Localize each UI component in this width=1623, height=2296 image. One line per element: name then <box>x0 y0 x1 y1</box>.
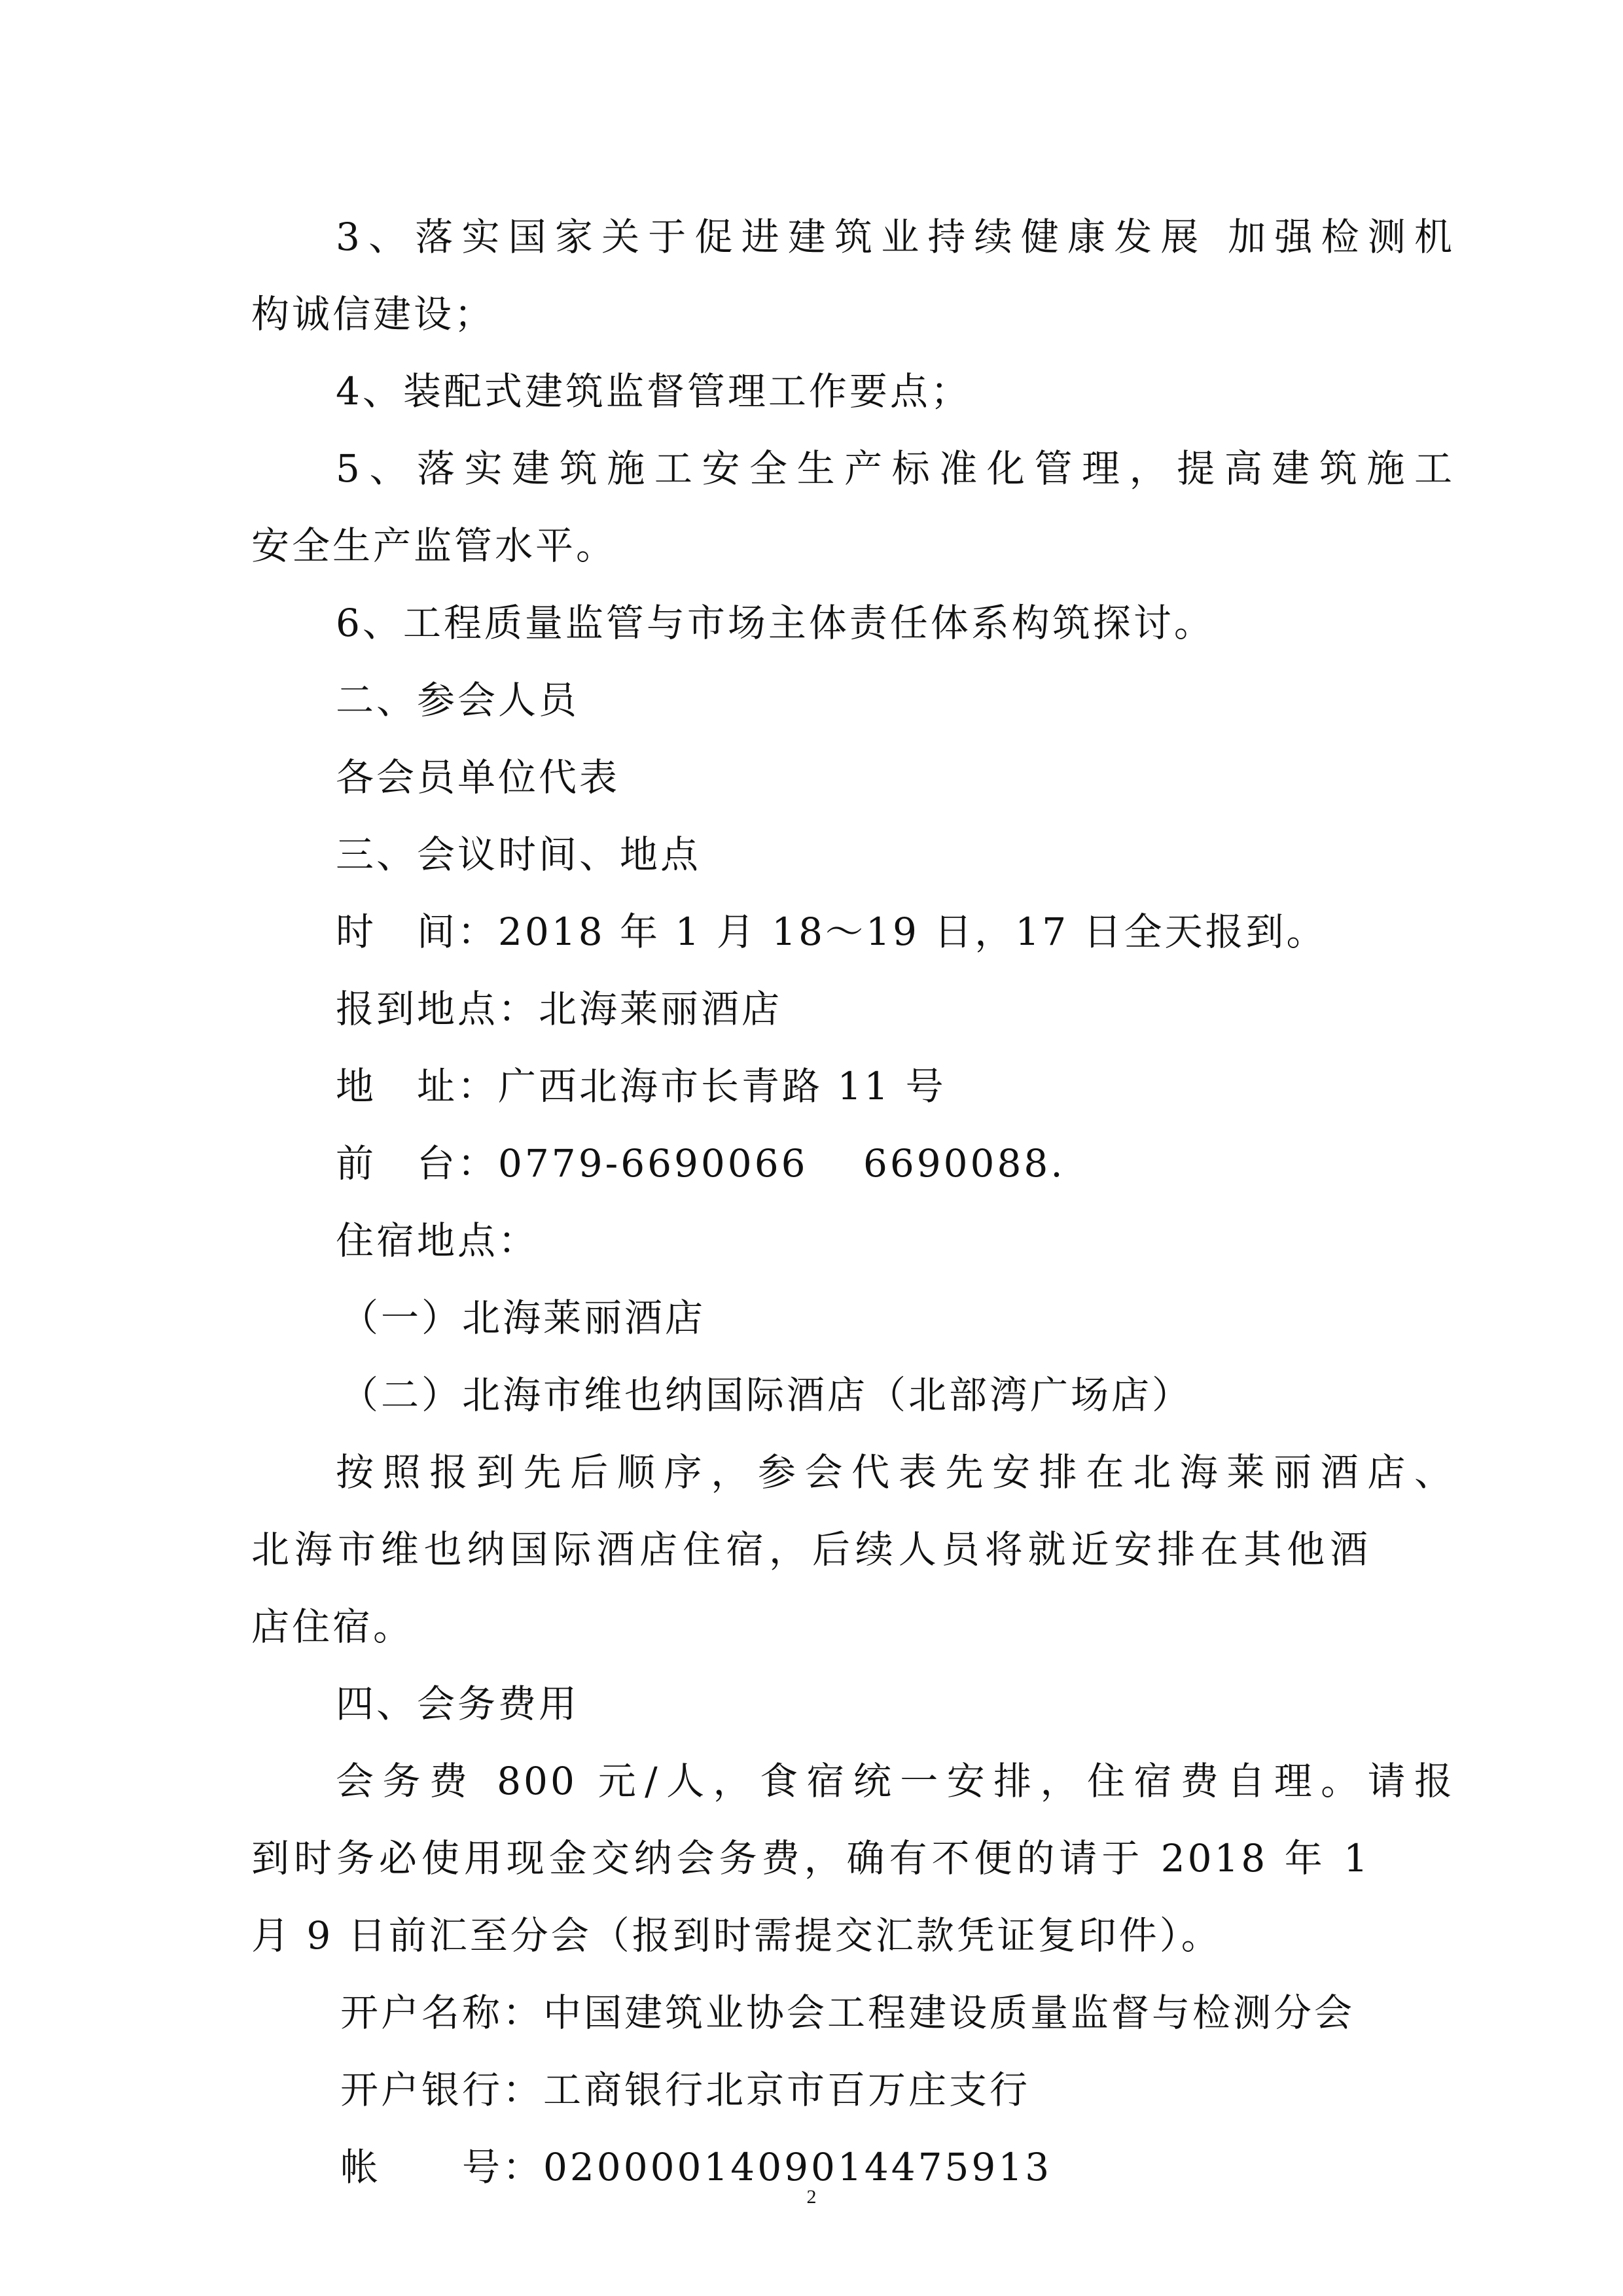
paragraph-item-5-line2: 安全生产监管水平。 <box>251 523 617 568</box>
accommodation-note-line1: 按照报到先后顺序，参会代表先安排在北海莱丽酒店、 <box>336 1450 1455 1494</box>
accommodation-note-line2: 北海市维也纳国际酒店住宿，后续人员将就近安排在其他酒 <box>251 1527 1370 1572</box>
address: 地 址：广西北海市长青路 11 号 <box>336 1064 946 1108</box>
fees-paragraph-line2: 到时务必使用现金交纳会务费，确有不便的请于 2018 年 1 <box>251 1836 1370 1881</box>
section-heading-attendees: 二、参会人员 <box>336 678 580 722</box>
meeting-time: 时 间：2018 年 1 月 18～19 日，17 日全天报到。 <box>336 910 1327 954</box>
accommodation-note-line3: 店住宿。 <box>251 1604 414 1649</box>
paragraph-item-3-line2: 构诚信建设； <box>251 292 495 336</box>
accommodation-option-1: （一）北海莱丽酒店 <box>340 1296 706 1340</box>
account-name: 开户名称：中国建筑业协会工程建设质量监督与检测分会 <box>340 1990 1355 2035</box>
fees-paragraph-line3: 月 9 日前汇至分会（报到时需提交汇款凭证复印件）。 <box>251 1913 1222 1958</box>
paragraph-item-5-line1: 5、落实建筑施工安全生产标准化管理，提高建筑施工 <box>336 446 1455 491</box>
account-bank: 开户银行：工商银行北京市百万庄支行 <box>340 2068 1031 2112</box>
paragraph-item-6: 6、工程质量监管与市场主体责任体系构筑探讨。 <box>336 601 1215 645</box>
page-number: 2 <box>806 2186 817 2208</box>
paragraph-item-3-line1: 3、落实国家关于促进建筑业持续健康发展 加强检测机 <box>336 215 1455 259</box>
registration-place: 报到地点：北海莱丽酒店 <box>336 987 783 1031</box>
accommodation-heading: 住宿地点： <box>336 1218 539 1263</box>
section-heading-fees: 四、会务费用 <box>336 1682 580 1726</box>
fees-paragraph-line1: 会务费 800 元/人，食宿统一安排，住宿费自理。请报 <box>336 1759 1455 1803</box>
accommodation-option-2: （二）北海市维也纳国际酒店（北部湾广场店） <box>340 1373 1193 1417</box>
account-number: 帐 号：0200001409014475913 <box>340 2145 1052 2189</box>
paragraph-item-4: 4、装配式建筑监督管理工作要点； <box>336 369 971 414</box>
front-desk-phone: 前 台：0779-6690066 6690088. <box>336 1141 1065 1186</box>
attendees-text: 各会员单位代表 <box>336 755 620 800</box>
section-heading-time-place: 三、会议时间、地点 <box>336 832 702 877</box>
